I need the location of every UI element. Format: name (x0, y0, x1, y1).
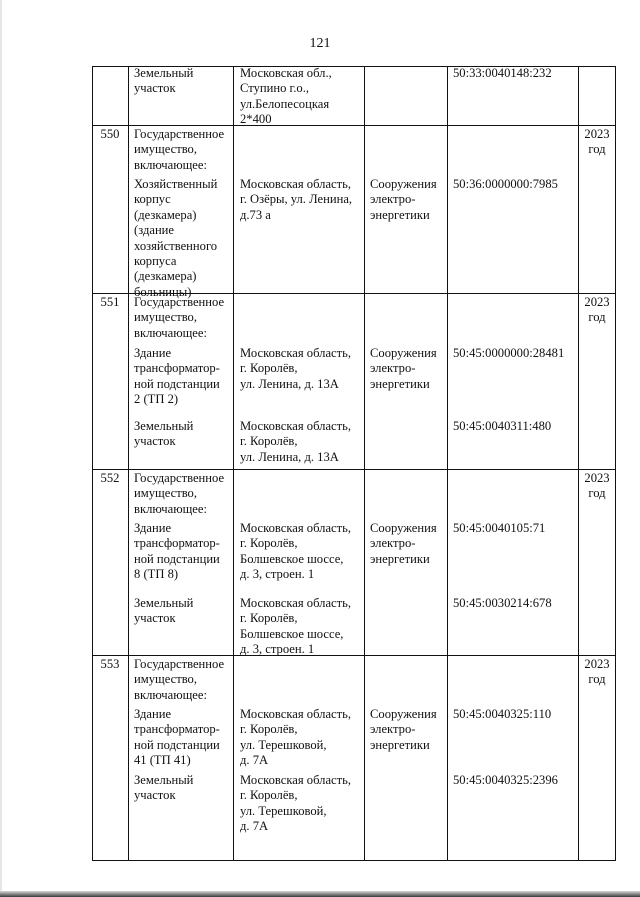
row551-header: Государственное имущество, включающее: (134, 295, 225, 340)
row550-header: Государственное имущество, включающее: (134, 127, 225, 172)
row551-item0-type: Сооружения электро- энергетики (370, 346, 437, 391)
row553-item1-name: Земельный участок (134, 773, 194, 803)
row553-item0-cadastral: 50:45:0040325:110 (453, 707, 552, 721)
row550-item0-type: Сооружения электро- энергетики (370, 177, 437, 222)
row550-item0-cadastral: 50:36:0000000:7985 (453, 177, 558, 191)
row553-item1-cadastral: 50:45:0040325:2396 (453, 773, 558, 787)
row552-item0-type: Сооружения электро- энергетики (370, 521, 437, 566)
row552-item1-name: Земельный участок (134, 596, 194, 626)
row551-item1-cadastral: 50:45:0040311:480 (453, 419, 552, 433)
row550-year: 2023 год (584, 127, 610, 157)
row553-item0-type: Сооружения электро- энергетики (370, 707, 437, 752)
row552-year: 2023 год (584, 471, 610, 501)
row553-item0-name: Здание трансформатор- ной подстанции 41 (ТП 41) (134, 707, 220, 768)
row553-number: 553 (100, 657, 120, 671)
row552-item0-address: Московская область, г. Королёв, Болшевское шоссе, д. 3, строен. 1 (240, 521, 352, 582)
row552-item0-cadastral: 50:45:0040105:71 (453, 521, 546, 535)
row551-item0-address: Московская область, г. Королёв, ул. Ленина, д. 13А (240, 346, 352, 391)
row553-item1-address: Московская область, г. Королёв, ул. Терешковой, д. 7А (240, 773, 352, 834)
row551-item1-address: Московская область, г. Королёв, ул. Ленина, д. 13А (240, 419, 352, 464)
row552-header: Государственное имущество, включающее: (134, 471, 225, 516)
row550-number: 550 (100, 127, 120, 141)
row552-item1-cadastral: 50:45:0030214:678 (453, 596, 552, 610)
row552-item0-name: Здание трансформатор- ной подстанции 8 (ТП 8) (134, 521, 220, 582)
row552-number: 552 (100, 471, 120, 485)
row551-item0-cadastral: 50:45:0000000:28481 (453, 346, 565, 360)
row551-item1-name: Земельный участок (134, 419, 194, 449)
row552-item1-address: Московская область, г. Королёв, Болшевское шоссе, д. 3, строен. 1 (240, 596, 352, 657)
row0-cadastral: 50:33:0040148:232 (453, 66, 552, 80)
row551-item0-name: Здание трансформатор- ной подстанции 2 (ТП 2) (134, 346, 220, 407)
row551-number: 551 (100, 295, 120, 309)
row0-name: Земельный участок (134, 66, 194, 96)
scan-bottom-edge (0, 891, 640, 897)
row0-address: Московская обл., Ступино г.о., ул.Белопесоцкая 2*400 (240, 66, 332, 127)
row550-item0-name: Хозяйственный корпус (дезкамера) (здание хозяйственного корпуса (дезкамера) больницы) (134, 177, 218, 299)
row553-year: 2023 год (584, 657, 610, 687)
row553-header: Государственное имущество, включающее: (134, 657, 225, 702)
page-number: 121 (309, 36, 331, 51)
row551-year: 2023 год (584, 295, 610, 325)
row550-item0-address: Московская область, г. Озёры, ул. Ленина, д.73 а (240, 177, 353, 222)
row553-item0-address: Московская область, г. Королёв, ул. Терешковой, д. 7А (240, 707, 352, 768)
